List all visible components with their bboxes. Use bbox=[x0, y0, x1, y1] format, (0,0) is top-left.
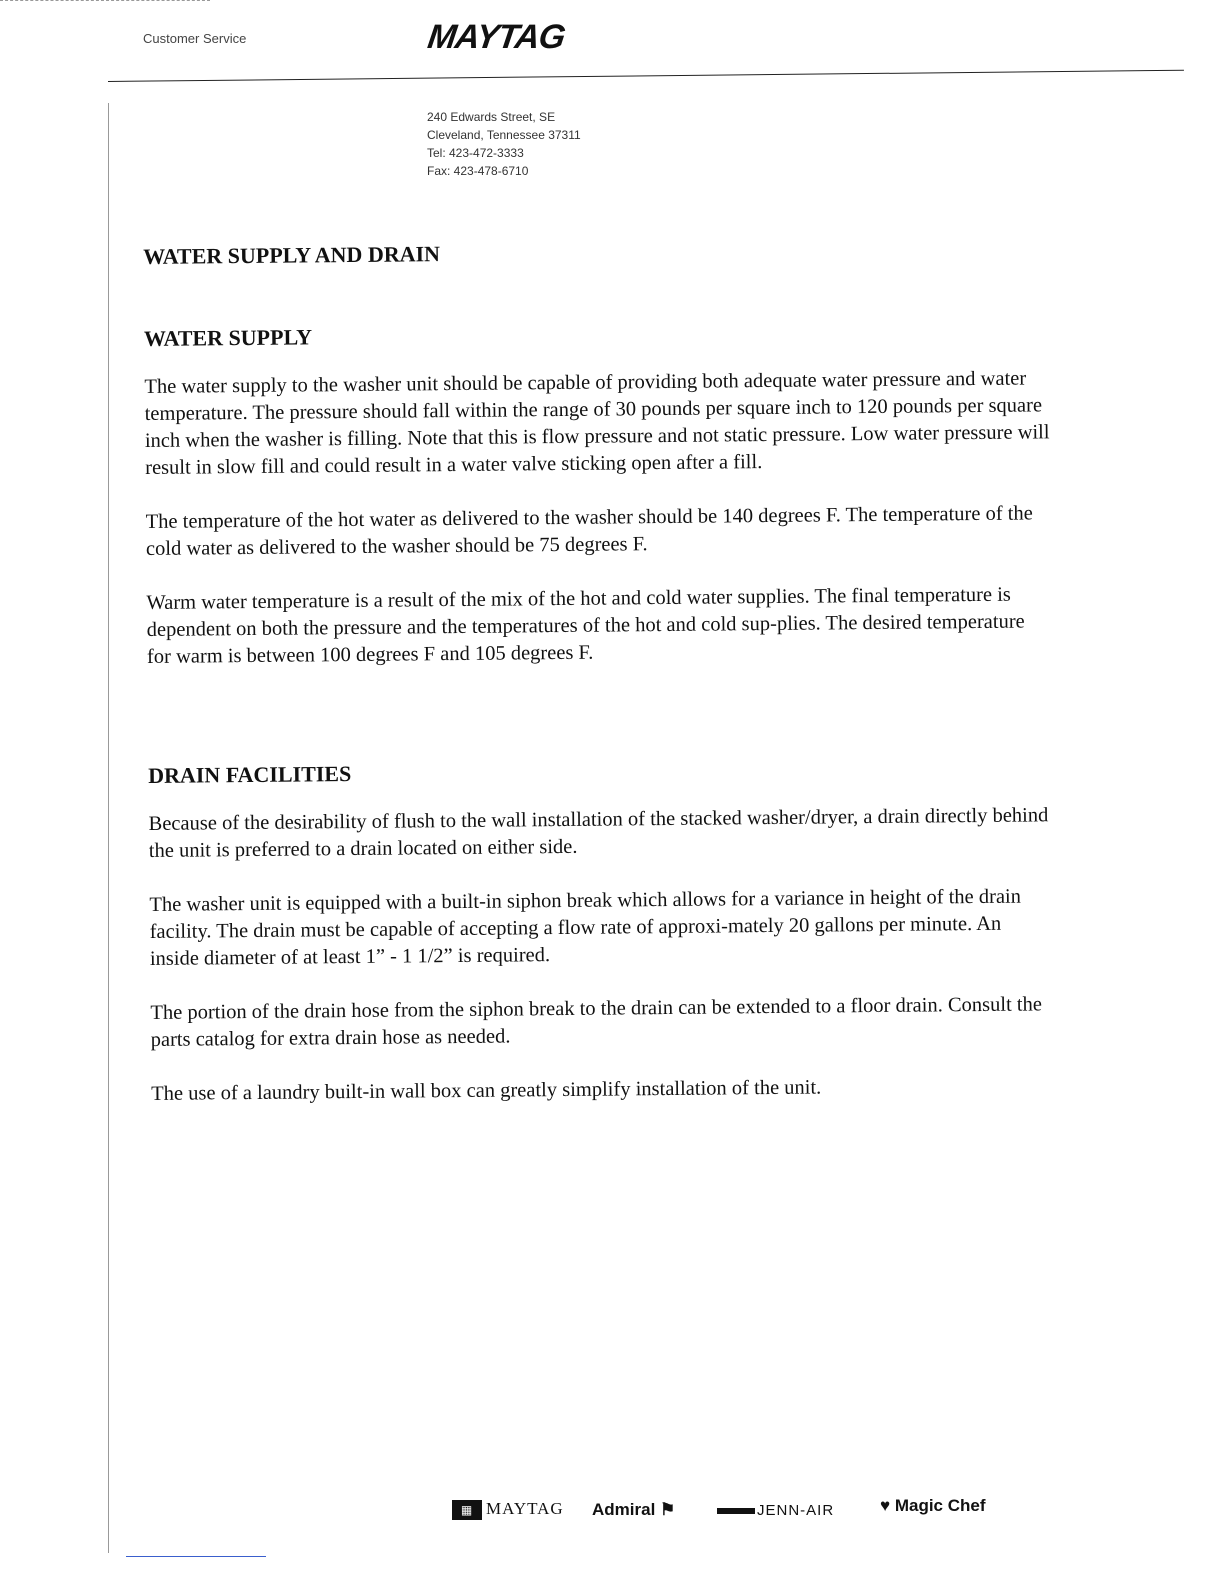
document-body bbox=[143, 231, 1056, 1108]
footer-brand-label: MAYTAG bbox=[486, 1499, 564, 1518]
chef-hat-icon: ♥ bbox=[880, 1496, 891, 1515]
footer-brand-maytag bbox=[452, 1499, 564, 1520]
footer-brand-label: Magic Chef bbox=[894, 1496, 986, 1515]
footer-brand-magic-chef bbox=[880, 1496, 986, 1516]
brand-footer bbox=[452, 1496, 1022, 1526]
footer-brand-label: Admiral bbox=[592, 1500, 656, 1519]
footer-brand-jenn-air bbox=[717, 1502, 834, 1519]
maytag-logo: MAYTAG bbox=[425, 18, 568, 56]
department-label: Customer Service bbox=[143, 31, 247, 46]
address-street: 240 Edwards Street, SE bbox=[427, 110, 556, 124]
scan-artifact-line bbox=[126, 1556, 266, 1557]
admiral-flag-icon: ⚑ bbox=[660, 1500, 676, 1519]
address-fax: Fax: 423-478-6710 bbox=[427, 164, 529, 178]
paragraph: The use of a laundry built-in wall box can greatly simplify installation of the unit. bbox=[151, 1076, 822, 1105]
paragraph: The portion of the drain hose from the siphon break to the drain can be extended to a floor drain. Consult the parts catalog for extra drain hose as needed. bbox=[150, 993, 1042, 1051]
section-heading-drain-facilities: DRAIN FACILITIES bbox=[148, 761, 352, 788]
company-address bbox=[427, 108, 581, 180]
paragraph: The temperature of the hot water as delivered to the washer should be 140 degrees F. The temperature of the cold water as delivered to the washer should be 75 degrees F. bbox=[145, 502, 1033, 560]
header-rule bbox=[108, 70, 1184, 82]
scan-artifact-line bbox=[0, 0, 210, 3]
paragraph: The washer unit is equipped with a built-in siphon break which allows for a variance in height of the drain facility. The drain must be capable of accepting a flow rate of approxi-mately 20 gallons per minute. An inside diameter of at least 1” - 1 1/2” is required. bbox=[149, 885, 1022, 970]
address-city: Cleveland, Tennessee 37311 bbox=[427, 128, 581, 142]
left-margin-rule bbox=[108, 103, 109, 1553]
footer-brand-admiral bbox=[592, 1500, 675, 1520]
section-heading-water-supply: WATER SUPPLY bbox=[143, 324, 313, 351]
paragraph: Warm water temperature is a result of the mix of the hot and cold water supplies. The final temperature is dependent on both the pressure and the temperatures of the hot and cold sup-plies. The desired temperature for warm is between 100 degrees F and 105 degrees F. bbox=[146, 583, 1025, 668]
paragraph: Because of the desirability of flush to the wall installation of the stacked washer/dryer, a drain directly behind the unit is preferred to a drain located on either side. bbox=[148, 804, 1049, 862]
document-title: WATER SUPPLY AND DRAIN bbox=[143, 241, 441, 269]
paragraph: The water supply to the washer unit should be capable of providing both adequate water pressure and water temperature. The pressure should fall within the range of 30 pounds per square inch to 120 pounds per square inch when the washer is filling. Note that this is flow pressure and not static pressure. Low water pressure will result in slow fill and could result in a water valve sticking open after a fill. bbox=[144, 367, 1050, 479]
jenn-air-bar-icon bbox=[717, 1508, 755, 1514]
footer-brand-label: JENN-AIR bbox=[757, 1502, 835, 1519]
maytag-mark-icon: ▦ bbox=[452, 1500, 482, 1520]
address-phone: Tel: 423-472-3333 bbox=[427, 146, 524, 160]
